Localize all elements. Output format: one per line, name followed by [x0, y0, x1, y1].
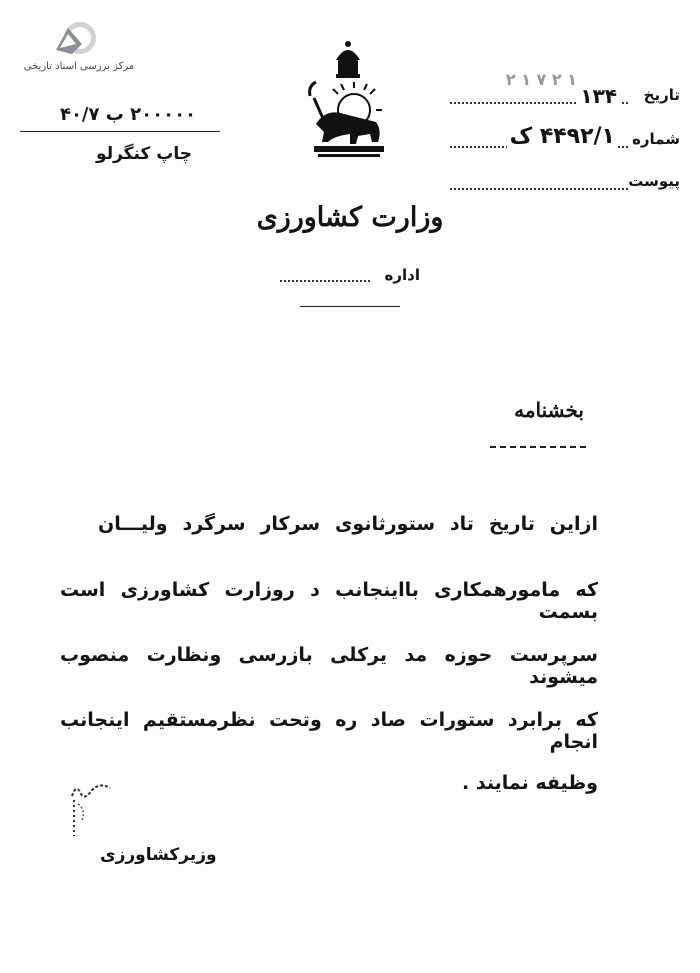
body-line: وظیفه نمایند .	[462, 772, 598, 794]
department-label: اداره	[384, 266, 420, 284]
date-value: ۱۳۴	[577, 84, 620, 108]
letterhead-divider	[300, 306, 400, 307]
number-value: ۴۴۹۲/۱ ک	[507, 124, 618, 149]
attachment-fill-line	[450, 188, 628, 190]
signature-mark	[66, 780, 146, 840]
body-line: ازاین تاریخ تاد ستورثانوی سرکار سرگرد ولیـــان	[98, 513, 598, 535]
number-row	[450, 124, 680, 154]
document-heading: بخشنامه	[514, 398, 584, 422]
attachment-row	[450, 172, 680, 196]
signatory-title: وزیرکشاورزی	[100, 845, 217, 865]
date-stamp: ۱ ۲ ۷ ۱ ۲	[505, 70, 577, 89]
ministry-title: وزارت کشاورزی	[256, 202, 444, 233]
body-line: سرپرست حوزه مد یرکلی بازرسی ونظارت منصوب میشوند	[60, 644, 598, 688]
attachment-label: پیوست	[628, 172, 680, 190]
number-label: شماره	[632, 130, 680, 148]
print-code: ۲۰۰۰۰۰ ب ۴۰/۷	[59, 104, 197, 125]
body-line: که برابرد ستورات صاد ره وتحت نظرمستقیم اینجانب انجام	[60, 709, 598, 753]
printing-house: چاپ کنگرلو	[96, 144, 192, 164]
department-row	[270, 266, 420, 290]
print-divider	[20, 131, 220, 132]
lion-and-sun-emblem-icon	[298, 38, 398, 168]
heading-underline	[490, 446, 586, 448]
date-label: تاریخ	[643, 86, 680, 104]
date-row	[450, 70, 680, 110]
body-line: که مامورهمکاری بااینجانب د روزارت کشاورزی است بسمت	[60, 579, 598, 623]
archive-logo-icon	[52, 20, 98, 60]
department-fill-line	[280, 280, 370, 282]
watermark-text: مرکز بررسی اسناد تاریخی	[23, 61, 135, 72]
